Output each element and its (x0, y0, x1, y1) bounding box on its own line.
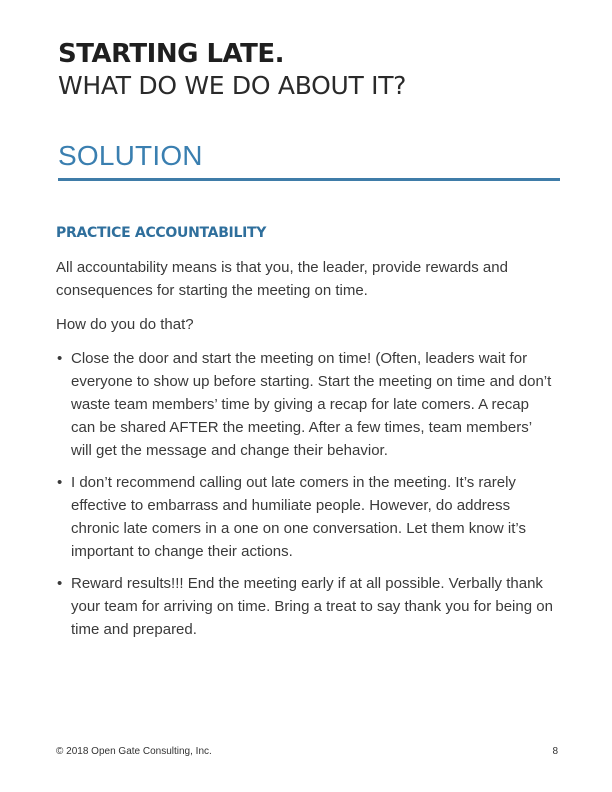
bullet-icon: • (57, 474, 63, 491)
section-heading: SOLUTION (58, 140, 203, 171)
subheading: PRACTICE ACCOUNTABILITY (56, 225, 267, 241)
footer-copyright: © 2018 Open Gate Consulting, Inc. (56, 746, 212, 757)
list-item (56, 471, 556, 563)
list-item-text: I don’t recommend calling out late comers in the meeting. It’s rarely effective to embarrass and humiliate people. However, do address chronic late comers in a one on one conversation. Let them know it’s important to change their actions. (71, 474, 526, 560)
list-item-text: Close the door and start the meeting on time! (Often, leaders wait for everyone to show up before starting. Start the meeting on time and don’t waste team members’ time by giving a recap for late comers. A recap can be shared AFTER the meeting. After a few times, team members’ will get the message and change their behavior. (71, 350, 552, 459)
content-body (56, 224, 556, 650)
title-line-2: WHAT DO WE DO ABOUT IT? (58, 71, 407, 100)
bullet-icon: • (57, 350, 63, 367)
page-number: 8 (552, 746, 558, 757)
bullet-list (56, 347, 556, 641)
intro-paragraph: All accountability means is that you, the leader, provide rewards and consequences for starting the meeting on time. (56, 259, 508, 299)
list-item (56, 572, 556, 641)
section-divider (58, 178, 560, 181)
page-title (58, 38, 558, 102)
list-item-text: Reward results!!! End the meeting early if at all possible. Verbally thank your team for arriving on time. Bring a treat to say thank you for being on time and prepared. (71, 575, 553, 638)
question-paragraph: How do you do that? (56, 316, 194, 333)
bullet-icon: • (57, 575, 63, 592)
title-line-1: STARTING LATE. (58, 39, 285, 69)
list-item (56, 347, 556, 462)
